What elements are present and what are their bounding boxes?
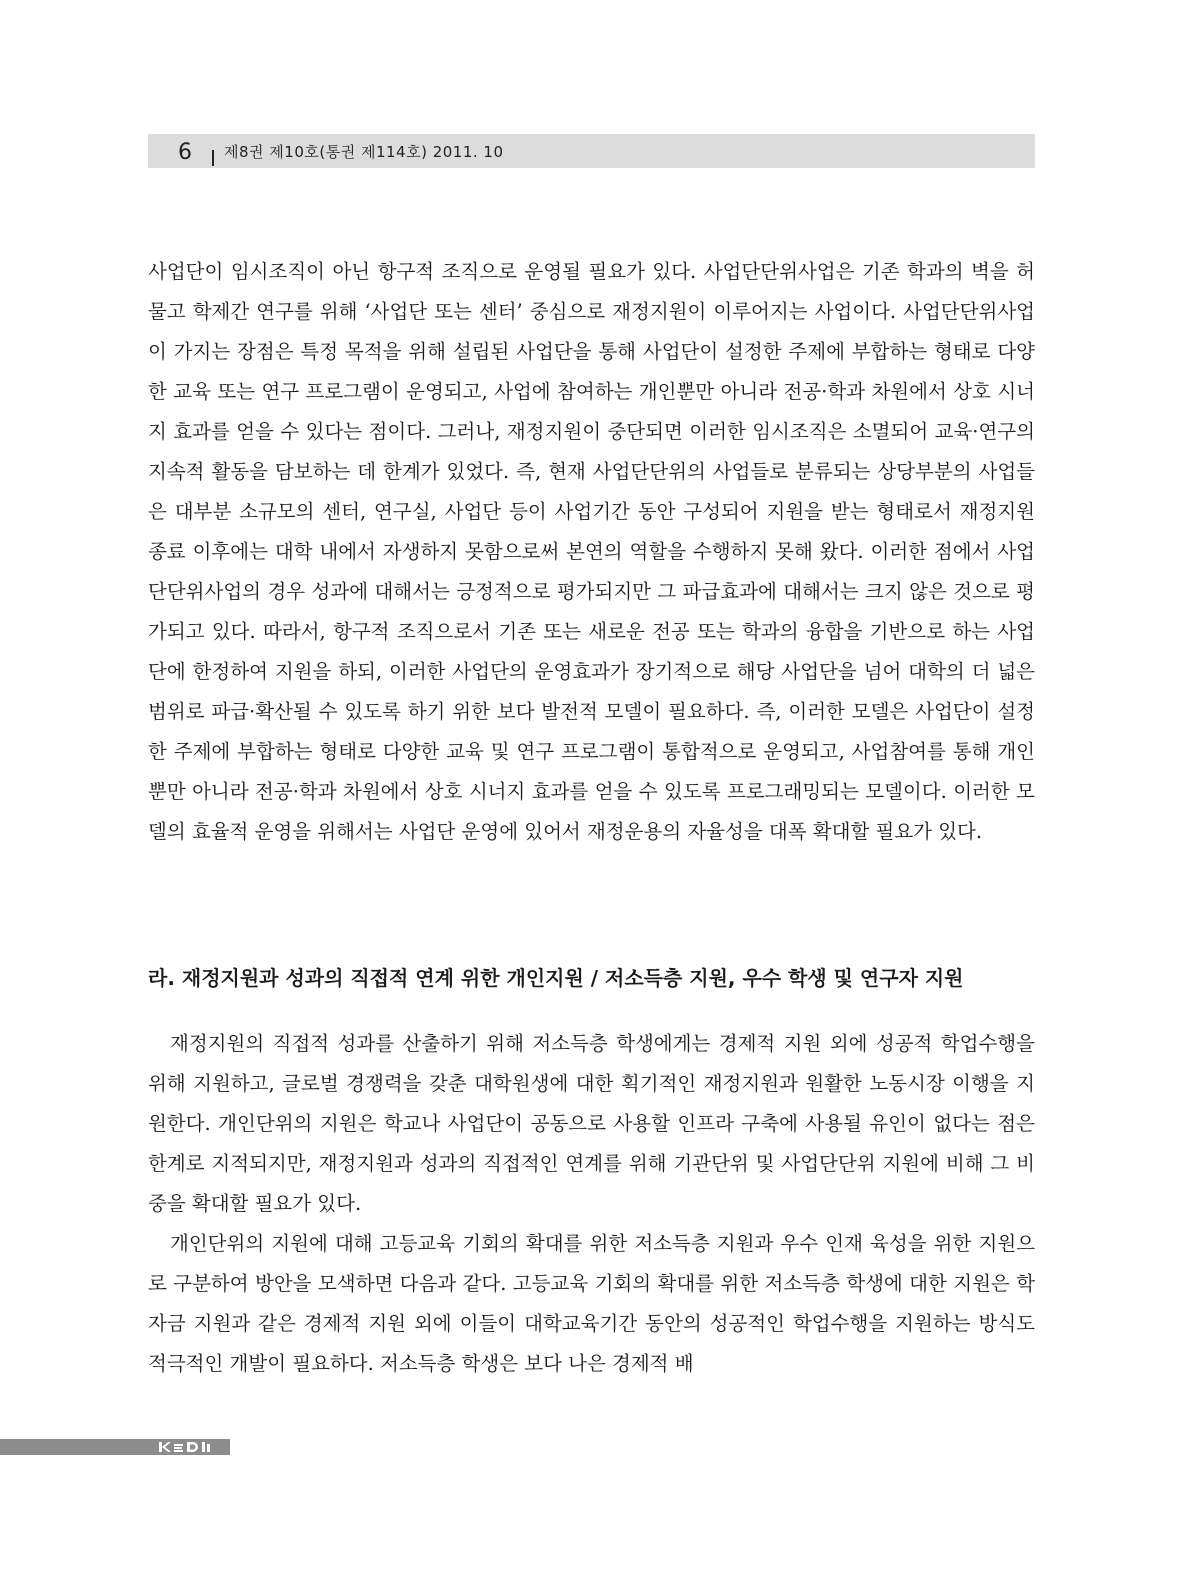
page-number: 6 [178,140,192,165]
kedi-logo-icon [158,1439,222,1455]
issue-info: 제8권 제10호(통권 제114호) 2011. 10 [224,143,504,161]
body-paragraph-3: 개인단위의 지원에 대해 고등교육 기회의 확대를 위한 저소득층 지원과 우수 인재 육성을 위한 지원으로 구분하여 방안을 모색하면 다음과 같다. 고등교육 기회의 확대를 위한 저소득층 학생에 대한 지원은 학자금 지원과 같은 경제적 지원 외에 이들이 대학교육기간 동안의 성공적인 학업수행을 지원하는 방식도 적극적인 개발이 필요하다. 저소득층 학생은 보다 나은 경제적 배 [148,1232,1035,1375]
footer-bar [0,1439,230,1455]
section-heading: 라. 재정지원과 성과의 직접적 연계 위한 개인지원 / 저소득층 지원, 우수 학생 및 연구자 지원 [148,966,964,990]
body-paragraph-2: 재정지원의 직접적 성과를 산출하기 위해 저소득층 학생에게는 경제적 지원 외에 성공적 학업수행을 위해 지원하고, 글로벌 경쟁력을 갖춘 대학원생에 대한 획기적인 재정지원과 원활한 노동시장 이행을 지원한다. 개인단위의 지원은 학교나 사업단이 공동으로 사용할 인프라 구축에 사용될 유인이 없다는 점은 한계로 지적되지만, 재정지원과 성과의 직접적인 연계를 위해 기관단위 및 사업단단위 지원에 비해 그 비중을 확대할 필요가 있다. [148,1032,1035,1215]
header-divider [212,150,214,166]
body-paragraph-1: 사업단이 임시조직이 아닌 항구적 조직으로 운영될 필요가 있다. 사업단단위사업은 기존 학과의 벽을 허물고 학제간 연구를 위해 ‘사업단 또는 센터’ 중심으로 재정지원이 이루어지는 사업이다. 사업단단위사업이 가지는 장점은 특정 목적을 위해 설립된 사업단을 통해 사업단이 설정한 주제에 부합하는 형태로 다양한 교육 또는 연구 프로그램이 운영되고, 사업에 참여하는 개인뿐만 아니라 전공·학과 차원에서 상호 시너지 효과를 얻을 수 있다는 점이다. 그러나, 재정지원이 중단되면 이러한 임시조직은 소멸되어 교육·연구의 지속적 활동을 담보하는 데 한계가 있었다. 즉, 현재 사업단단위의 사업들로 분류되는 상당부분의 사업들은 대부분 소규모의 센터, 연구실, 사업단 등이 사업기간 동안 구성되어 지원을 받는 형태로서 재정지원 종료 이후에는 대학 내에서 자생하지 못함으로써 본연의 역할을 수행하지 못해 왔다. 이러한 점에서 사업단단위사업의 경우 성과에 대해서는 긍정적으로 평가되지만 그 파급효과에 대해서는 크지 않은 것으로 평가되고 있다. 따라서, 항구적 조직으로서 기존 또는 새로운 전공 또는 학과의 융합을 기반으로 하는 사업단에 한정하여 지원을 하되, 이러한 사업단의 운영효과가 장기적으로 해당 사업단을 넘어 대학의 더 넓은 범위로 파급·확산될 수 있도록 하기 위한 보다 발전적 모델이 필요하다. 즉, 이러한 모델은 사업단이 설정한 주제에 부합하는 형태로 다양한 교육 및 연구 프로그램이 통합적으로 운영되고, 사업참여를 통해 개인뿐만 아니라 전공·학과 차원에서 상호 시너지 효과를 얻을 수 있도록 프로그래밍되는 모델이다. 이러한 모델의 효율적 운영을 위해서는 사업단 운영에 있어서 재정운용의 자율성을 대폭 확대할 필요가 있다. [148,260,1035,843]
